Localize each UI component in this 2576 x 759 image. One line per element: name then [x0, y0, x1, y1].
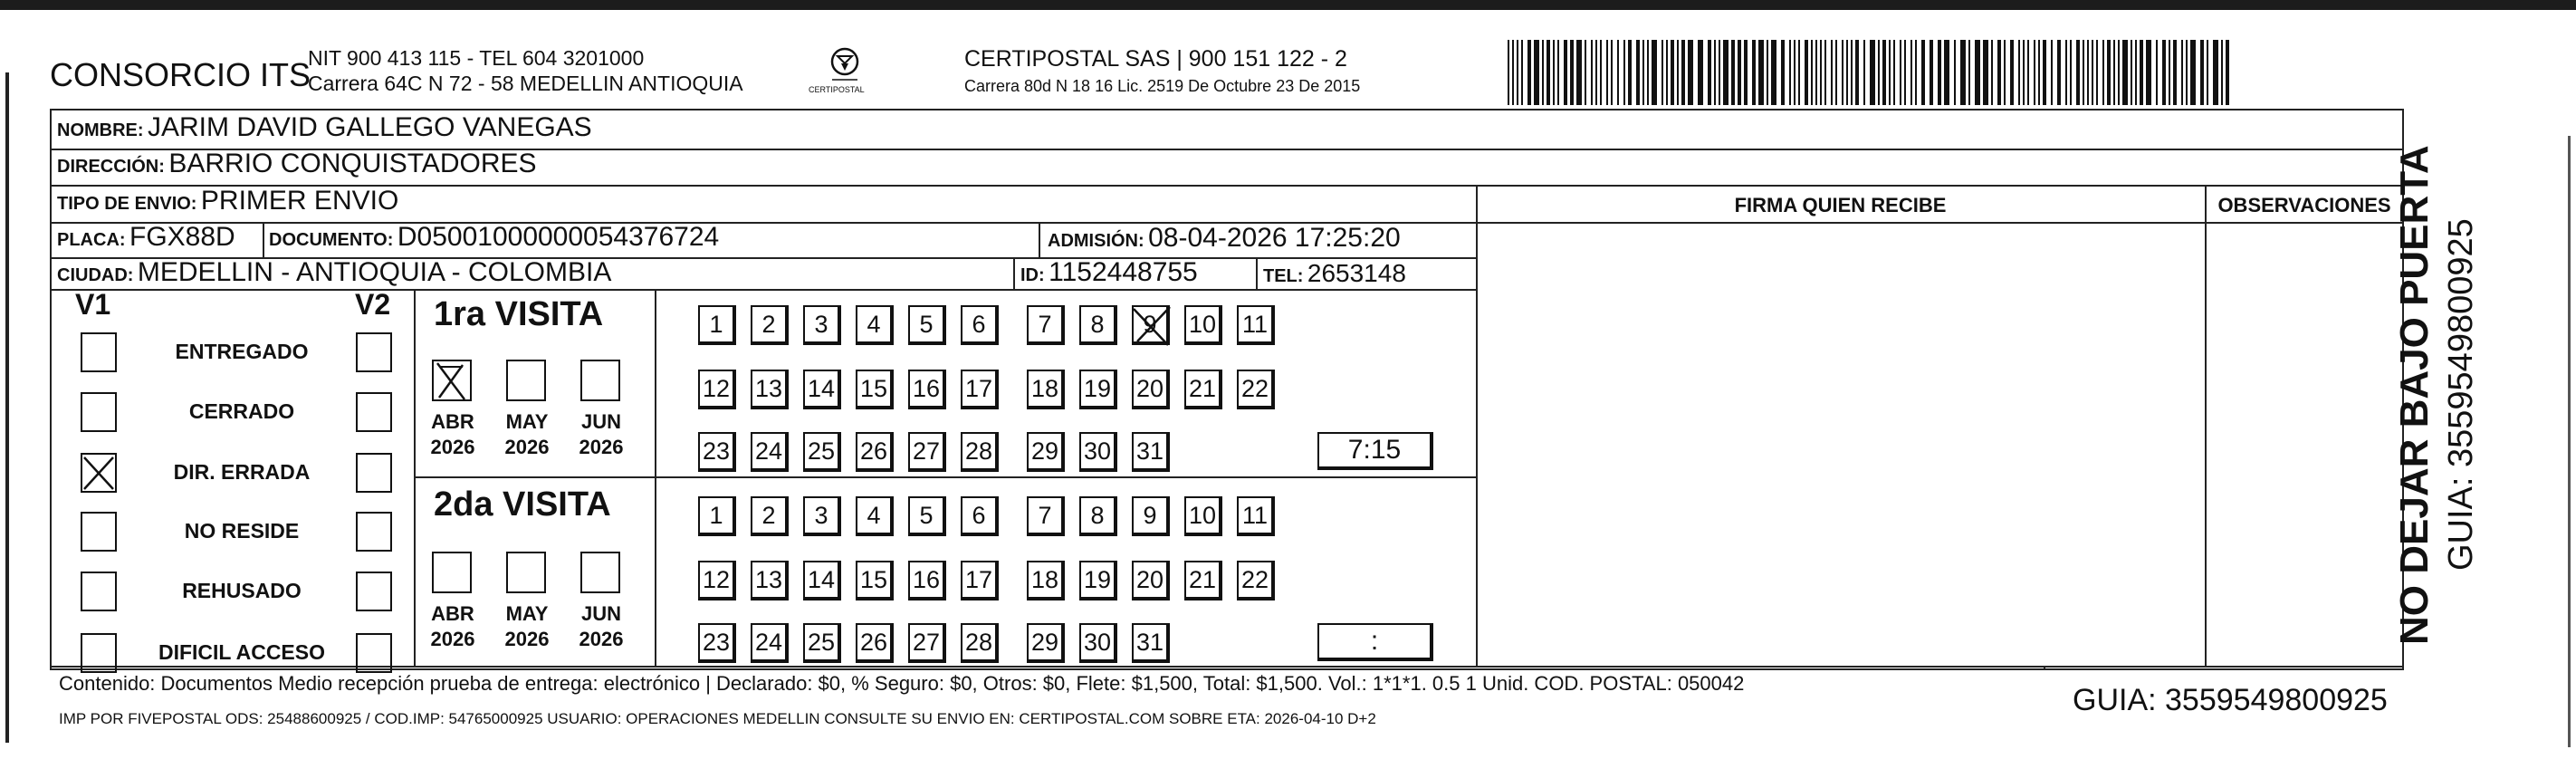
nombre-label: NOMBRE: [57, 120, 144, 140]
day-checkbox[interactable] [1132, 305, 1170, 345]
id-label: ID: [1020, 265, 1045, 285]
day-number: 22 [1240, 566, 1269, 593]
day-number: 21 [1188, 566, 1217, 593]
day-number: 26 [859, 629, 888, 656]
day-checkbox[interactable] [1027, 561, 1065, 600]
day-number: 10 [1188, 502, 1217, 529]
v2-checkbox[interactable] [356, 572, 392, 611]
v2-checkbox[interactable] [356, 332, 392, 372]
day-number: 14 [807, 566, 836, 593]
id-field [1020, 257, 1198, 288]
admision-label: ADMISIÓN: [1048, 231, 1144, 251]
day-checkbox[interactable] [908, 305, 946, 345]
time-value: : [1370, 626, 1379, 656]
day-number: 11 [1241, 311, 1269, 338]
day-number: 29 [1030, 437, 1059, 465]
day-number: 6 [972, 502, 986, 529]
day-number: 5 [919, 502, 934, 529]
month-year: 2026 [430, 436, 475, 458]
day-checkbox[interactable] [1027, 496, 1065, 536]
day-number: 9 [1143, 311, 1157, 338]
tipo-envio-row [57, 186, 398, 216]
certipostal-name: CERTIPOSTAL SAS | 900 151 122 - 2 [964, 46, 1347, 72]
day-number: 28 [964, 629, 993, 656]
day-checkbox[interactable] [751, 561, 789, 600]
day-checkbox[interactable] [1184, 496, 1222, 536]
firma-header: FIRMA QUIEN RECIBE [1734, 194, 1947, 216]
day-checkbox[interactable] [698, 432, 736, 472]
day-number: 13 [754, 375, 783, 402]
day-checkbox[interactable] [698, 305, 736, 345]
day-checkbox[interactable] [1079, 432, 1117, 472]
day-checkbox[interactable] [1184, 305, 1222, 345]
day-checkbox[interactable] [1027, 370, 1065, 409]
company-info [308, 45, 743, 96]
month-checkbox[interactable] [432, 552, 472, 593]
v2-header: V2 [355, 288, 391, 321]
day-checkbox[interactable] [856, 370, 894, 409]
v2-checkbox[interactable] [356, 512, 392, 552]
month-checkbox[interactable] [432, 360, 472, 401]
day-number: 9 [1143, 502, 1157, 529]
day-number: 4 [867, 502, 881, 529]
status-label: DIFICIL ACCESO [158, 640, 325, 664]
admision-field [1048, 223, 1401, 254]
month-checkbox[interactable] [580, 552, 620, 593]
v1-checkbox[interactable] [81, 392, 117, 432]
day-number: 1 [709, 311, 723, 338]
day-number: 1 [709, 502, 723, 529]
day-number: 28 [964, 437, 993, 465]
placa-field [57, 222, 235, 253]
x-mark-icon [1132, 305, 1172, 347]
documento-field [269, 222, 719, 253]
day-number: 7 [1038, 502, 1052, 529]
footer-content-line: Contenido: Documentos Medio recepción prueba de entrega: electrónico | Declarado: $0, % Seguro: $0, Otros: $0, Flete: $1,500, Total: $1,500. Vol.: 1*1*1. 0.5 1 Unid. COD. POSTAL: 050042 [59, 672, 1745, 695]
day-checkbox[interactable] [908, 561, 946, 600]
month-name: MAY [505, 410, 549, 433]
day-number: 15 [859, 566, 888, 593]
day-number: 13 [754, 566, 783, 593]
day-number: 19 [1083, 375, 1112, 402]
side-guia: GUIA: 3559549800925 [2442, 218, 2480, 571]
nombre-value: JARIM DAVID GALLEGO VANEGAS [148, 112, 592, 142]
ciudad-field [57, 257, 611, 288]
left-edge-mark [5, 72, 9, 743]
status-label: REHUSADO [182, 579, 302, 602]
day-checkbox[interactable] [1237, 496, 1275, 536]
delivery-form [50, 109, 2404, 727]
month-label [495, 409, 559, 460]
day-checkbox[interactable] [751, 370, 789, 409]
second-visit-title: 2da VISITA [434, 485, 611, 524]
day-number: 7 [1038, 311, 1052, 338]
day-checkbox[interactable] [1237, 305, 1275, 345]
tel-field [1263, 259, 1406, 288]
day-checkbox[interactable] [908, 496, 946, 536]
day-checkbox[interactable] [1132, 496, 1170, 536]
day-checkbox[interactable] [961, 623, 999, 663]
month-checkbox[interactable] [506, 360, 546, 401]
day-checkbox[interactable] [1027, 623, 1065, 663]
v2-checkbox[interactable] [356, 633, 392, 673]
day-checkbox[interactable] [803, 496, 841, 536]
day-number: 2 [761, 502, 776, 529]
day-checkbox[interactable] [1184, 370, 1222, 409]
day-checkbox[interactable] [1079, 370, 1117, 409]
day-checkbox[interactable] [856, 623, 894, 663]
day-number: 31 [1135, 437, 1164, 465]
day-number: 15 [859, 375, 888, 402]
day-checkbox[interactable] [961, 305, 999, 345]
day-number: 8 [1090, 311, 1105, 338]
day-checkbox[interactable] [698, 561, 736, 600]
day-checkbox[interactable] [751, 432, 789, 472]
direccion-row [57, 149, 537, 179]
day-checkbox[interactable] [856, 432, 894, 472]
day-checkbox[interactable] [1184, 561, 1222, 600]
day-checkbox[interactable] [803, 305, 841, 345]
month-label [421, 601, 484, 652]
day-checkbox[interactable] [803, 623, 841, 663]
day-number: 31 [1135, 629, 1164, 656]
status-label: NO RESIDE [184, 519, 300, 543]
month-label [495, 601, 559, 652]
month-checkbox[interactable] [580, 360, 620, 401]
status-label: DIR. ERRADA [173, 460, 311, 484]
v2-checkbox[interactable] [356, 392, 392, 432]
day-checkbox[interactable] [1027, 305, 1065, 345]
ciudad-label: CIUDAD: [57, 265, 134, 285]
day-number: 26 [859, 437, 888, 465]
time-value: 7:15 [1347, 435, 1402, 465]
day-checkbox[interactable] [1079, 305, 1117, 345]
observaciones-header: OBSERVACIONES [2217, 194, 2391, 216]
day-checkbox[interactable] [751, 496, 789, 536]
day-checkbox[interactable] [1079, 561, 1117, 600]
day-number: 12 [702, 375, 731, 402]
nit-line: NIT 900 413 115 - TEL 604 3201000 [308, 46, 645, 70]
side-warning: NO DEJAR BAJO PUERTA [2392, 145, 2437, 645]
top-border [0, 0, 2576, 10]
admision-value: 08-04-2026 17:25:20 [1148, 223, 1401, 253]
v1-checkbox[interactable] [81, 512, 117, 552]
day-number: 3 [814, 311, 828, 338]
day-number: 5 [919, 311, 934, 338]
day-number: 17 [964, 566, 993, 593]
month-name: JUN [580, 602, 621, 625]
day-checkbox[interactable] [1132, 561, 1170, 600]
day-number: 25 [807, 629, 836, 656]
day-number: 18 [1030, 566, 1059, 593]
day-number: 24 [754, 437, 783, 465]
month-name: JUN [580, 410, 621, 433]
day-number: 3 [814, 502, 828, 529]
day-checkbox[interactable] [908, 370, 946, 409]
day-checkbox[interactable] [698, 496, 736, 536]
day-checkbox[interactable] [908, 432, 946, 472]
day-number: 20 [1135, 566, 1164, 593]
day-number: 8 [1090, 502, 1105, 529]
status-label: CERRADO [188, 399, 295, 423]
day-number: 4 [867, 311, 881, 338]
documento-value: D05001000000054376724 [397, 222, 720, 252]
day-checkbox[interactable] [803, 432, 841, 472]
month-label [421, 409, 484, 460]
day-checkbox[interactable] [698, 370, 736, 409]
day-number: 16 [912, 566, 941, 593]
status-label: ENTREGADO [175, 340, 309, 363]
day-number: 16 [912, 375, 941, 402]
day-number: 22 [1240, 375, 1269, 402]
logo-caption: CERTIPOSTAL [809, 85, 865, 94]
tipo-envio-value: PRIMER ENVIO [200, 186, 399, 216]
day-number: 14 [807, 375, 836, 402]
day-number: 18 [1030, 375, 1059, 402]
address-line: Carrera 64C N 72 - 58 MEDELLIN ANTIOQUIA [308, 72, 743, 95]
certipostal-address: Carrera 80d N 18 16 Lic. 2519 De Octubre 23 De 2015 [964, 77, 1361, 95]
day-checkbox[interactable] [961, 370, 999, 409]
certipostal-info [964, 45, 1360, 100]
day-number: 11 [1241, 502, 1269, 529]
placa-value: FGX88D [129, 222, 235, 252]
direccion-value: BARRIO CONQUISTADORES [168, 149, 537, 178]
v1-checkbox[interactable] [81, 572, 117, 611]
day-checkbox[interactable] [751, 623, 789, 663]
day-checkbox[interactable] [1027, 432, 1065, 472]
day-checkbox[interactable] [1079, 496, 1117, 536]
tipo-envio-label: TIPO DE ENVIO: [57, 194, 197, 214]
tel-label: TEL: [1263, 266, 1304, 286]
right-edge [2568, 136, 2571, 747]
month-year: 2026 [504, 628, 550, 650]
month-label [570, 601, 633, 652]
nombre-row [57, 112, 592, 143]
day-checkbox[interactable] [856, 305, 894, 345]
day-number: 6 [972, 311, 986, 338]
tel-value: 2653148 [1307, 259, 1406, 287]
day-number: 20 [1135, 375, 1164, 402]
month-name: MAY [505, 602, 549, 625]
day-number: 30 [1083, 629, 1112, 656]
day-checkbox[interactable] [1132, 623, 1170, 663]
day-number: 17 [964, 375, 993, 402]
month-year: 2026 [504, 436, 550, 458]
day-number: 12 [702, 566, 731, 593]
footer-print-line: IMP POR FIVEPOSTAL ODS: 25488600925 / COD.IMP: 54765000925 USUARIO: OPERACIONES MEDELLIN CONSULTE SU ENVIO EN: CERTIPOSTAL.COM SOBRE ETA: 2026-04-10 D+2 [59, 710, 1376, 727]
direccion-label: DIRECCIÓN: [57, 157, 165, 177]
month-year: 2026 [579, 436, 624, 458]
day-checkbox[interactable] [908, 623, 946, 663]
day-checkbox[interactable] [1132, 432, 1170, 472]
time-field[interactable] [1317, 623, 1433, 661]
v2-checkbox[interactable] [356, 453, 392, 493]
day-number: 2 [761, 311, 776, 338]
day-checkbox[interactable] [961, 561, 999, 600]
day-checkbox[interactable] [751, 305, 789, 345]
day-checkbox[interactable] [1079, 623, 1117, 663]
first-visit-title: 1ra VISITA [434, 295, 604, 333]
barcode [1508, 40, 2232, 105]
day-number: 27 [912, 629, 941, 656]
x-mark-icon [81, 453, 117, 493]
ciudad-value: MEDELLIN - ANTIOQUIA - COLOMBIA [137, 257, 612, 287]
v1-checkbox[interactable] [81, 633, 117, 673]
day-number: 21 [1188, 375, 1217, 402]
month-name: ABR [431, 602, 474, 625]
month-checkbox[interactable] [506, 552, 546, 593]
day-checkbox[interactable] [803, 561, 841, 600]
month-year: 2026 [430, 628, 475, 650]
day-number: 23 [702, 437, 731, 465]
v1-checkbox[interactable] [81, 332, 117, 372]
month-label [570, 409, 633, 460]
id-value: 1152448755 [1049, 257, 1198, 287]
day-number: 19 [1083, 566, 1112, 593]
day-number: 25 [807, 437, 836, 465]
day-checkbox[interactable] [803, 370, 841, 409]
month-name: ABR [431, 410, 474, 433]
month-year: 2026 [579, 628, 624, 650]
day-checkbox[interactable] [1237, 561, 1275, 600]
day-checkbox[interactable] [856, 561, 894, 600]
day-number: 10 [1188, 311, 1217, 338]
time-field[interactable] [1317, 432, 1433, 470]
day-checkbox[interactable] [856, 496, 894, 536]
day-checkbox[interactable] [1132, 370, 1170, 409]
day-checkbox[interactable] [961, 432, 999, 472]
v1-header: V1 [75, 288, 111, 321]
day-checkbox[interactable] [698, 623, 736, 663]
footer-guia: GUIA: 3559549800925 [2073, 683, 2388, 717]
placa-label: PLACA: [57, 230, 126, 250]
company-name: CONSORCIO ITS [50, 56, 311, 93]
day-number: 29 [1030, 629, 1059, 656]
day-checkbox[interactable] [1237, 370, 1275, 409]
day-number: 30 [1083, 437, 1112, 465]
day-number: 24 [754, 629, 783, 656]
x-mark-icon [432, 360, 472, 401]
day-checkbox[interactable] [961, 496, 999, 536]
day-number: 23 [702, 629, 731, 656]
documento-label: DOCUMENTO: [269, 230, 394, 250]
v1-checkbox[interactable] [81, 453, 117, 493]
day-number: 27 [912, 437, 941, 465]
